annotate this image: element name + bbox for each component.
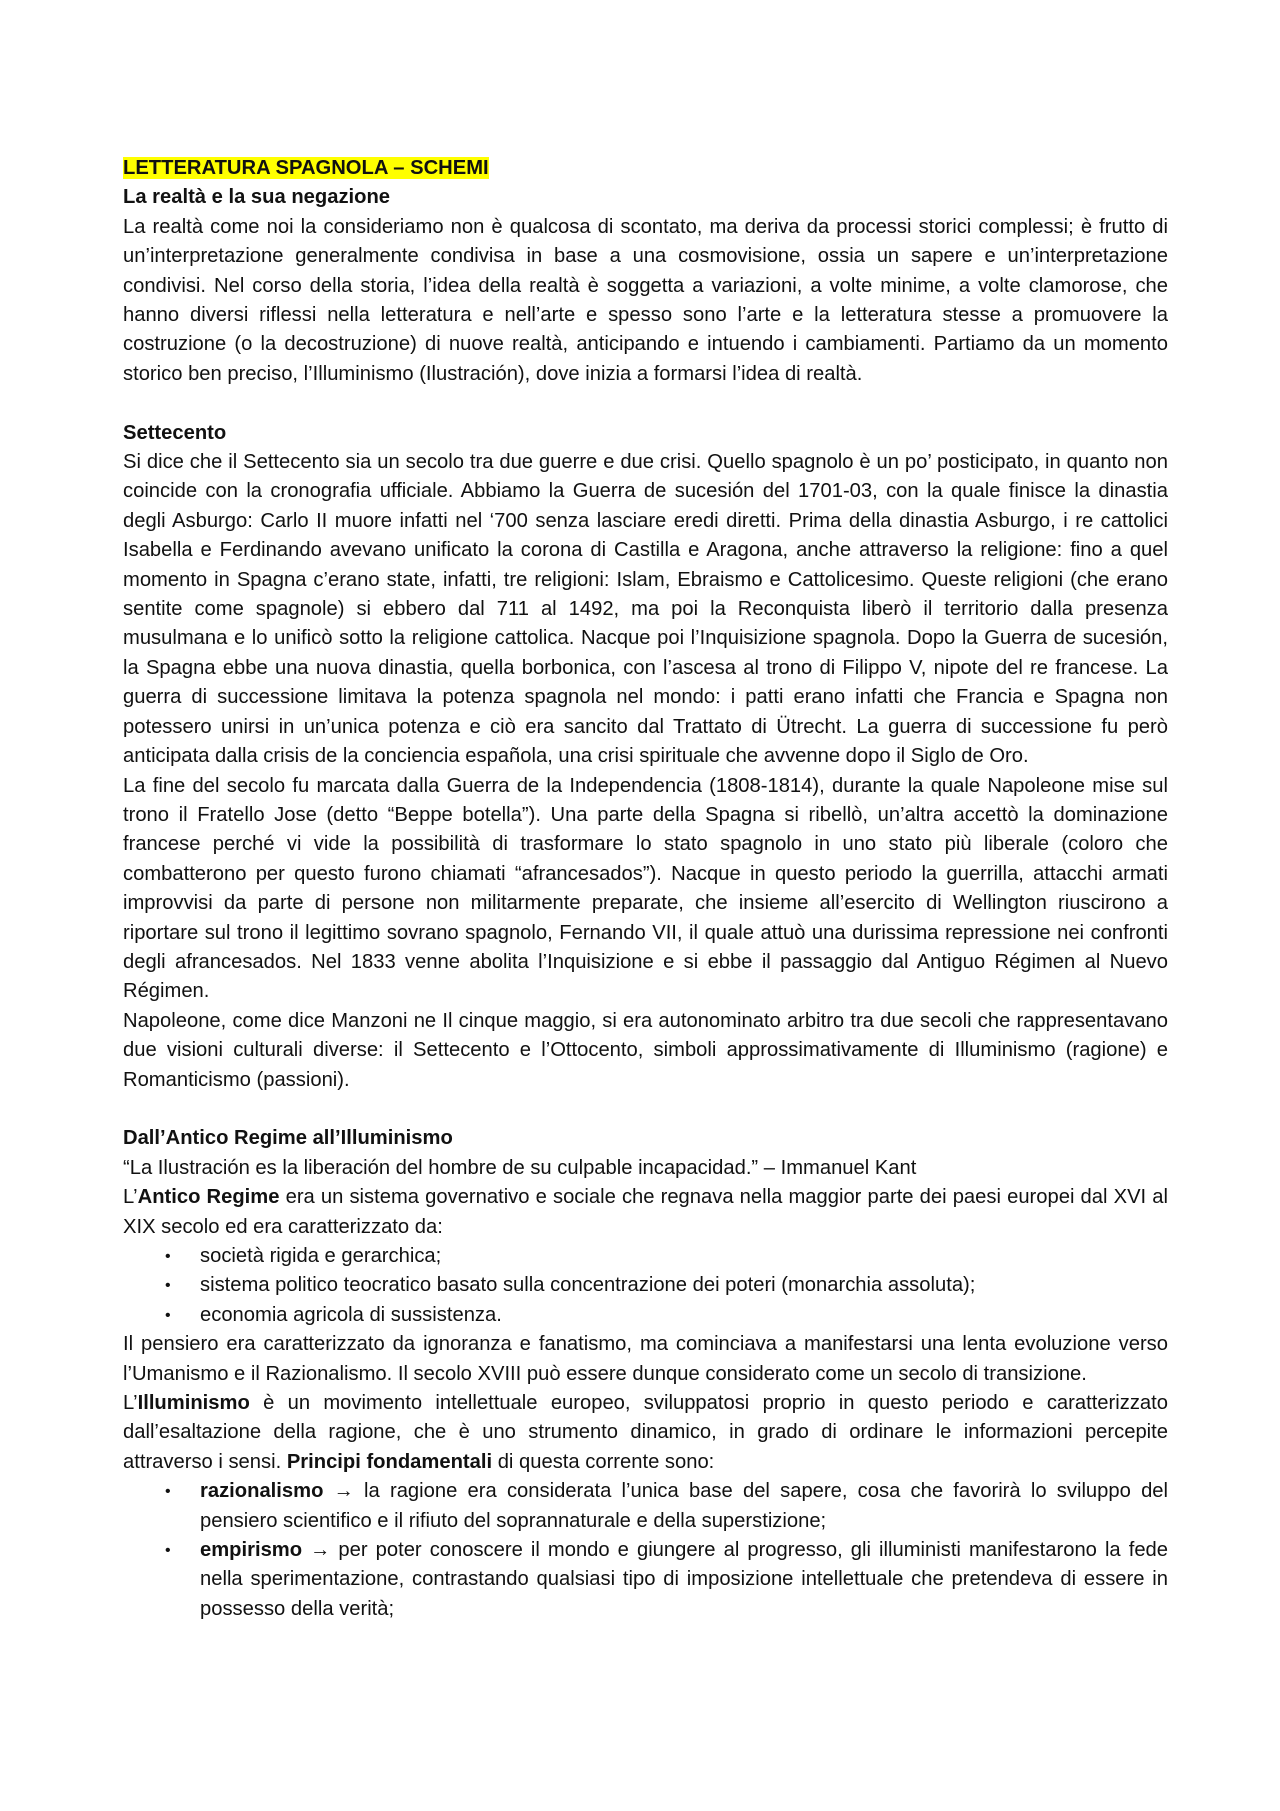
term-empirismo: empirismo — [200, 1539, 303, 1562]
heading-settecento: Settecento — [123, 421, 227, 444]
heading-antico-regime: Dall’Antico Regime all’Illuminismo — [123, 1127, 453, 1150]
spacer — [123, 1095, 1168, 1124]
list-antico-regime — [123, 1242, 1168, 1330]
heading-realta: La realtà e la sua negazione — [123, 186, 391, 209]
document-page — [123, 154, 1168, 1624]
list-principi — [123, 1477, 1168, 1624]
list-item: • società rigida e gerarchica; — [123, 1242, 1168, 1271]
paragraph-antico-regime: L’Antico Regime era un sistema governativo e sociale che regnava nella maggior parte dei paesi europei dal XVI al XIX secolo ed era caratterizzato da: — [123, 1186, 1168, 1238]
list-item: • sistema politico teocratico basato sulla concentrazione dei poteri (monarchia assoluta); — [123, 1271, 1168, 1300]
term-antico-regime: Antico Regime — [137, 1186, 280, 1209]
arrow-right-icon: → — [333, 1480, 354, 1503]
bullet-icon: • — [165, 1277, 171, 1295]
title-highlight: LETTERATURA SPAGNOLA – SCHEMI — [123, 157, 489, 179]
document-title — [123, 154, 1168, 183]
list-item: • razionalismo → la ragione era considerata l’unica base del sapere, cosa che favorirà lo sviluppo del pensiero scientifico e il rifiuto del soprannaturale e della superstizione; — [123, 1477, 1168, 1536]
spacer — [123, 389, 1168, 418]
bullet-icon: • — [165, 1248, 171, 1265]
paragraph-settecento-3: Napoleone, come dice Manzoni ne Il cinque maggio, si era autonominato arbitro tra due secoli che rappresentavano due visioni culturali diverse: il Settecento e l’Ottocento, simboli approssimativamente di Illuminismo (ragione) e Romanticismo (passioni). — [123, 1009, 1168, 1091]
list-item: • empirismo → per poter conoscere il mondo e giungere al progresso, gli illuministi manifestarono la fede nella sperimentazione, contrastando qualsiasi tipo di imposizione intellettuale che pretendeva di essere in possesso della verità; — [123, 1536, 1168, 1624]
term-principi: Principi fondamentali — [286, 1450, 493, 1473]
term-razionalismo: razionalismo — [200, 1480, 324, 1503]
bullet-icon: • — [165, 1483, 171, 1501]
paragraph-illuminismo: L’Illuminismo è un movimento intellettuale europeo, sviluppatosi proprio in questo periodo e caratterizzato dall’esaltazione della ragione, che è uno strumento dinamico, in grado di ordinare le informazioni percepite attraverso i sensi. Principi fondamentali di questa corrente sono: — [123, 1392, 1168, 1473]
arrow-right-icon: → — [310, 1539, 331, 1562]
paragraph-realta: La realtà come noi la consideriamo non è qualcosa di scontato, ma deriva da processi storici complessi; è frutto di un’interpretazione generalmente condivisa in base a una cosmovisione, ossia un sapere e un’interpretazione condivisi. Nel corso della storia, l’idea della realtà è soggetta a variazioni, a volte minime, a volte clamorose, che hanno diversi riflessi nella letteratura e nell’arte e spesso sono l’arte e la letteratura stesse a promuovere la costruzione (o la decostruzione) di nuove realtà, anticipando e intuendo i cambiamenti. Partiamo da un momento storico ben preciso, l’Illuminismo (Ilustración), dove inizia a formarsi l’idea di realtà. — [123, 215, 1168, 385]
bullet-icon: • — [165, 1542, 171, 1560]
paragraph-settecento-1: Si dice che il Settecento sia un secolo tra due guerre e due crisi. Quello spagnolo è un po’ posticipato, in quanto non coincide con la cronografia ufficiale. Abbiamo la Guerra de sucesión del 1701-03, con la quale finisce la dinastia degli Asburgo: Carlo II muore infatti nel ‘700 senza lasciare eredi diretti. Prima della dinastia Asburgo, i re cattolici Isabella e Ferdinando avevano unificato la corona di Castilla e Aragona, anche attraverso la religione: fino a quel momento in Spagna c’erano state, infatti, tre religioni: Islam, Ebraismo e Cattolicesimo. Queste religioni (che erano sentite come spagnole) si ebbero dal 711 al 1492, ma poi la Reconquista liberò il territorio dalla presenza musulmana e lo unificò sotto la religione cattolica. Nacque poi l’Inquisizione spagnola. Dopo la Guerra de sucesión, la Spagna ebbe una nuova dinastia, quella borbonica, con l’ascesa al trono di Filippo V, nipote del re francese. La guerra di successione limitava la potenza spagnola nel mondo: i patti erano infatti che Francia e Spagna non potessero unirsi in un’unica potenza e ciò era sancito dal Trattato di Ütrecht. La guerra di successione fu però anticipata dalla crisis de la conciencia española, una crisi spirituale che avvenne dopo il Siglo de Oro. — [123, 451, 1168, 768]
paragraph-settecento-2: La fine del secolo fu marcata dalla Guerra de la Independencia (1808-1814), durante la quale Napoleone mise sul trono il Fratello Jose (detto “Beppe botella”). Una parte della Spagna si ribellò, un’altra accettò la dominazione francese perché vi vide la possibilità di trasformare lo stato spagnolo in uno stato più liberale (coloro che combatterono per questo furono chiamati “afrancesados”). Nacque in questo periodo la guerrilla, attacchi armati improvvisi da parte di persone non militarmente preparate, che insieme all’esercito di Wellington riuscirono a riportare sul trono il legittimo sovrano spagnolo, Fernando VII, il quale attuò una durissima repressione nei confronti degli afrancesados. Nel 1833 venne abolita l’Inquisizione e si ebbe il passaggio dal Antiguo Régimen al Nuevo Régimen. — [123, 774, 1168, 1003]
term-illuminismo: Illuminismo — [137, 1392, 250, 1415]
bullet-icon: • — [165, 1306, 171, 1324]
kant-quote: “La Ilustración es la liberación del hombre de su culpable incapacidad.” – Immanuel Kant — [123, 1156, 917, 1179]
list-item: • economia agricola di sussistenza. — [123, 1301, 1168, 1330]
paragraph-pensiero: Il pensiero era caratterizzato da ignoranza e fanatismo, ma cominciava a manifestarsi una lenta evoluzione verso l’Umanismo e il Razionalismo. Il secolo XVIII può essere dunque considerato come un secolo di transizione. — [123, 1333, 1168, 1385]
